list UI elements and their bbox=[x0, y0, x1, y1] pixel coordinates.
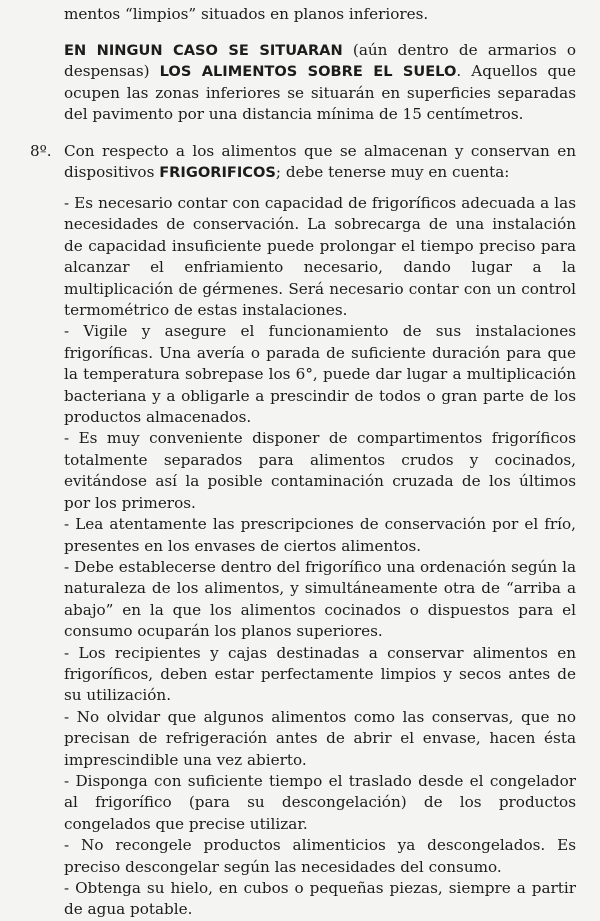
list-item: - Vigile y asegure el funcionamiento de sus instalaciones frigoríficas. Una avería o parada de suficiente duración para que la temperatura sobrepase los 6°, puede dar lugar a multiplicación bacteriana y a obligarle a prescindir de todos o gran parte de los productos almacenados. bbox=[64, 322, 576, 427]
list-item: - Es muy conveniente disponer de compartimentos frigoríficos totalmente separados para alimentos crudos y cocinados, evitándose así la posible contaminación cruzada de los últimos por los primeros. bbox=[64, 429, 576, 512]
section-text: ; debe tenerse muy en cuenta: bbox=[275, 163, 510, 182]
notice-text: (aún dentro de armarios o despensas) bbox=[64, 41, 576, 81]
recommendation-list bbox=[64, 193, 576, 921]
list-item: - Obtenga su hielo, en cubos o pequeñas piezas, siempre a partir de agua potable. bbox=[64, 879, 576, 919]
paragraph-continuation bbox=[64, 4, 576, 25]
list-item: - Disponga con suficiente tiempo el traslado desde el congelador al frigorífico (para su descongelación) de los productos congelados que precise utilizar. bbox=[64, 771, 576, 833]
paragraph-notice bbox=[64, 40, 576, 126]
notice-emphasis: EN NINGUN CASO SE SITUARAN bbox=[64, 42, 343, 59]
section-number: 8º. bbox=[30, 142, 52, 160]
section-emphasis: FRIGORIFICOS bbox=[159, 164, 276, 182]
notice-emphasis: LOS ALIMENTOS SOBRE EL SUELO bbox=[159, 63, 457, 81]
list-item: - Lea atentamente las prescripciones de conservación por el frío, presentes en los envases de ciertos alimentos. bbox=[64, 515, 576, 555]
notice-text: . Aquellos que ocupen las zonas inferiores se situarán en superficies separadas del pavimento por una distancia mínima de 15 centímetros. bbox=[64, 62, 576, 124]
section-text: Con respecto a los alimentos que se almacenan y conservan en dispositivos bbox=[64, 142, 576, 182]
list-item: - No olvidar que algunos alimentos como las conservas, que no precisan de refrigeración antes de abrir el envase, hacen ésta imprescindible una vez abierto. bbox=[64, 707, 576, 769]
list-item: - Debe establecerse dentro del frigorífico una ordenación según la naturaleza de los alimentos, y simultáneamente otra de “arriba a abajo” en la que los alimentos cocinados o dispuestos para el consumo ocuparán los planos superiores. bbox=[64, 557, 576, 641]
list-item: - No recongele productos alimenticios ya descongelados. Es preciso descongelar según las necesidades del consumo. bbox=[64, 836, 576, 876]
list-item: - Los recipientes y cajas destinadas a conservar alimentos en frigoríficos, deben estar perfectamente limpios y secos antes de su utilización. bbox=[64, 643, 576, 705]
list-item: - Es necesario contar con capacidad de frigoríficos adecuada a las necesidades de conservación. La sobrecarga de una instalación de capacidad insuficiente puede prolongar el tiempo preciso para alcanzar el enfriamiento necesario, dando lugar a la multiplicación de gérmenes. Será necesario contar con un control termométrico de estas instalaciones. bbox=[64, 194, 576, 320]
section-intro bbox=[64, 141, 576, 184]
paragraph-text: mentos “limpios” situados en planos inferiores. bbox=[64, 5, 429, 23]
